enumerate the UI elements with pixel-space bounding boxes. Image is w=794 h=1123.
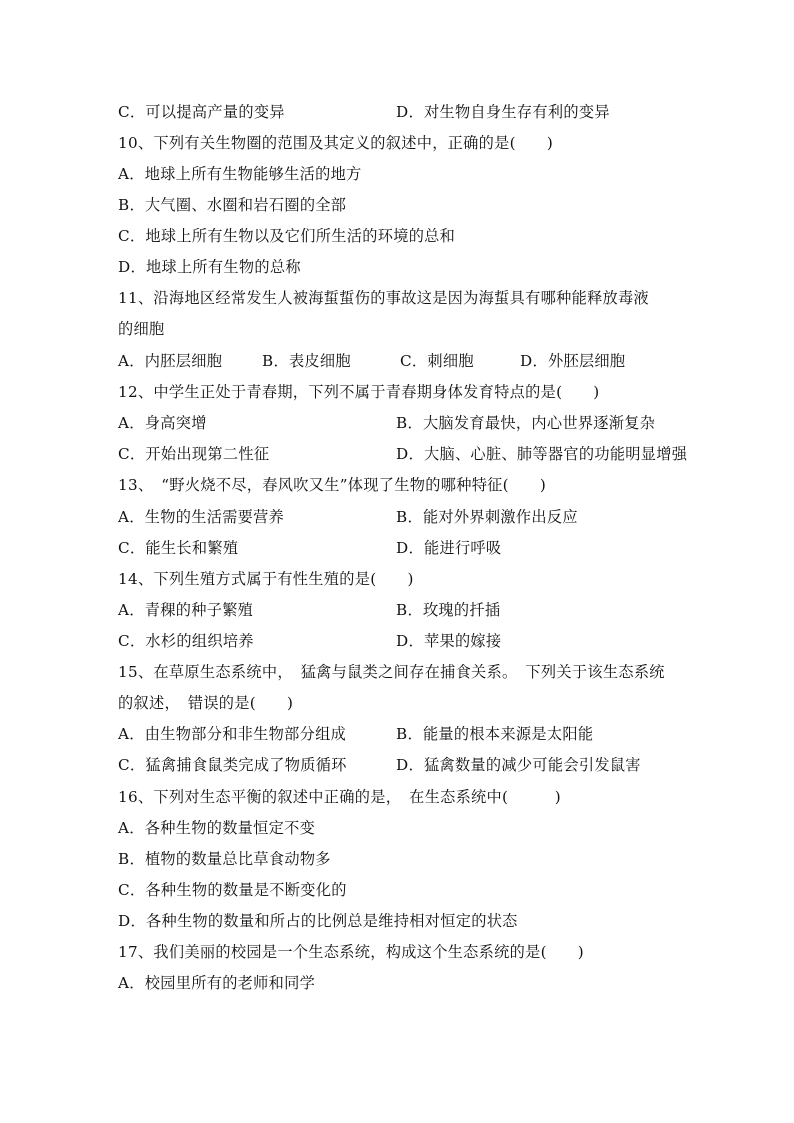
option-item: C．猛禽捕食鼠类完成了物质循环 [118, 756, 347, 774]
option-item: D．能进行呼吸 [396, 539, 502, 557]
option-item: A．内胚层细胞 [118, 352, 223, 370]
text-line: A．地球上所有生物能够生活的地方 [118, 165, 362, 183]
text-line: A．各种生物的数量恒定不变 [118, 819, 316, 837]
option-item: D．猛禽数量的减少可能会引发鼠害 [396, 756, 641, 774]
options-row [118, 502, 678, 533]
text-line: D．地球上所有生物的总称 [118, 258, 301, 276]
text-line: C．各种生物的数量是不断变化的 [118, 881, 347, 899]
text-line: D．各种生物的数量和所占的比例总是维持相对恒定的状态 [118, 912, 518, 930]
option-item: C．能生长和繁殖 [118, 539, 239, 557]
text-line: 的叙述， 错误的是( ) [118, 694, 294, 712]
text-line: 16、下列对生态平衡的叙述中正确的是， 在生态系统中( ) [118, 788, 561, 806]
option-item: C．刺细胞 [400, 352, 474, 370]
text-line: B．植物的数量总比草食动物多 [118, 850, 331, 868]
option-item: B．玫瑰的扦插 [396, 601, 501, 619]
text-line: C．地球上所有生物以及它们所生活的环境的总和 [118, 227, 456, 245]
text-line: 14、下列生殖方式属于有性生殖的是( ) [118, 570, 414, 588]
option-item: D．大脑、心脏、肺等器官的功能明显增强 [396, 445, 688, 463]
text-line: 11、沿海地区经常发生人被海蜇蜇伤的事故这是因为海蜇具有哪种能释放毒液 [118, 289, 650, 307]
option-item: A．身高突增 [118, 414, 207, 432]
text-line: 13、 “野火烧不尽，春风吹又生”体现了生物的哪种特征( ) [118, 476, 547, 494]
text-line: 12、中学生正处于青春期，下列不属于青春期身体发育特点的是( ) [118, 383, 600, 401]
option-item: C．开始出现第二性征 [118, 445, 270, 463]
options-row [118, 408, 678, 439]
option-item: B．能对外界刺激作出反应 [396, 508, 578, 526]
options-row [118, 439, 688, 470]
text-line: A．校园里所有的老师和同学 [118, 974, 316, 992]
option-item: B．大脑发育最快，内心世界逐渐复杂 [396, 414, 656, 432]
options-row [118, 626, 678, 657]
option-item: D．对生物自身生存有利的变异 [396, 103, 610, 121]
option-item: B．表皮细胞 [262, 352, 351, 370]
options-row [118, 97, 678, 128]
options-row [118, 346, 678, 377]
options-row [118, 719, 678, 750]
options-row [118, 533, 678, 564]
text-line: 10、下列有关生物圈的范围及其定义的叙述中，正确的是( ) [118, 134, 554, 152]
option-item: C．水杉的组织培养 [118, 632, 254, 650]
text-line: 的细胞 [118, 320, 165, 338]
option-item: A．生物的生活需要营养 [118, 508, 285, 526]
option-item: B．能量的根本来源是太阳能 [396, 725, 594, 743]
options-row [118, 750, 678, 781]
options-row [118, 595, 678, 626]
option-item: A．由生物部分和非生物部分组成 [118, 725, 347, 743]
text-line: 15、在草原生态系统中， 猛禽与鼠类之间存在捕食关系。 下列关于该生态系统 [118, 663, 665, 681]
option-item: C．可以提高产量的变异 [118, 103, 285, 121]
text-line: 17、我们美丽的校园是一个生态系统，构成这个生态系统的是( ) [118, 943, 585, 961]
option-item: D．外胚层细胞 [520, 352, 626, 370]
text-line: B．大气圈、水圈和岩石圈的全部 [118, 196, 347, 214]
option-item: D．苹果的嫁接 [396, 632, 502, 650]
option-item: A．青稞的种子繁殖 [118, 601, 254, 619]
